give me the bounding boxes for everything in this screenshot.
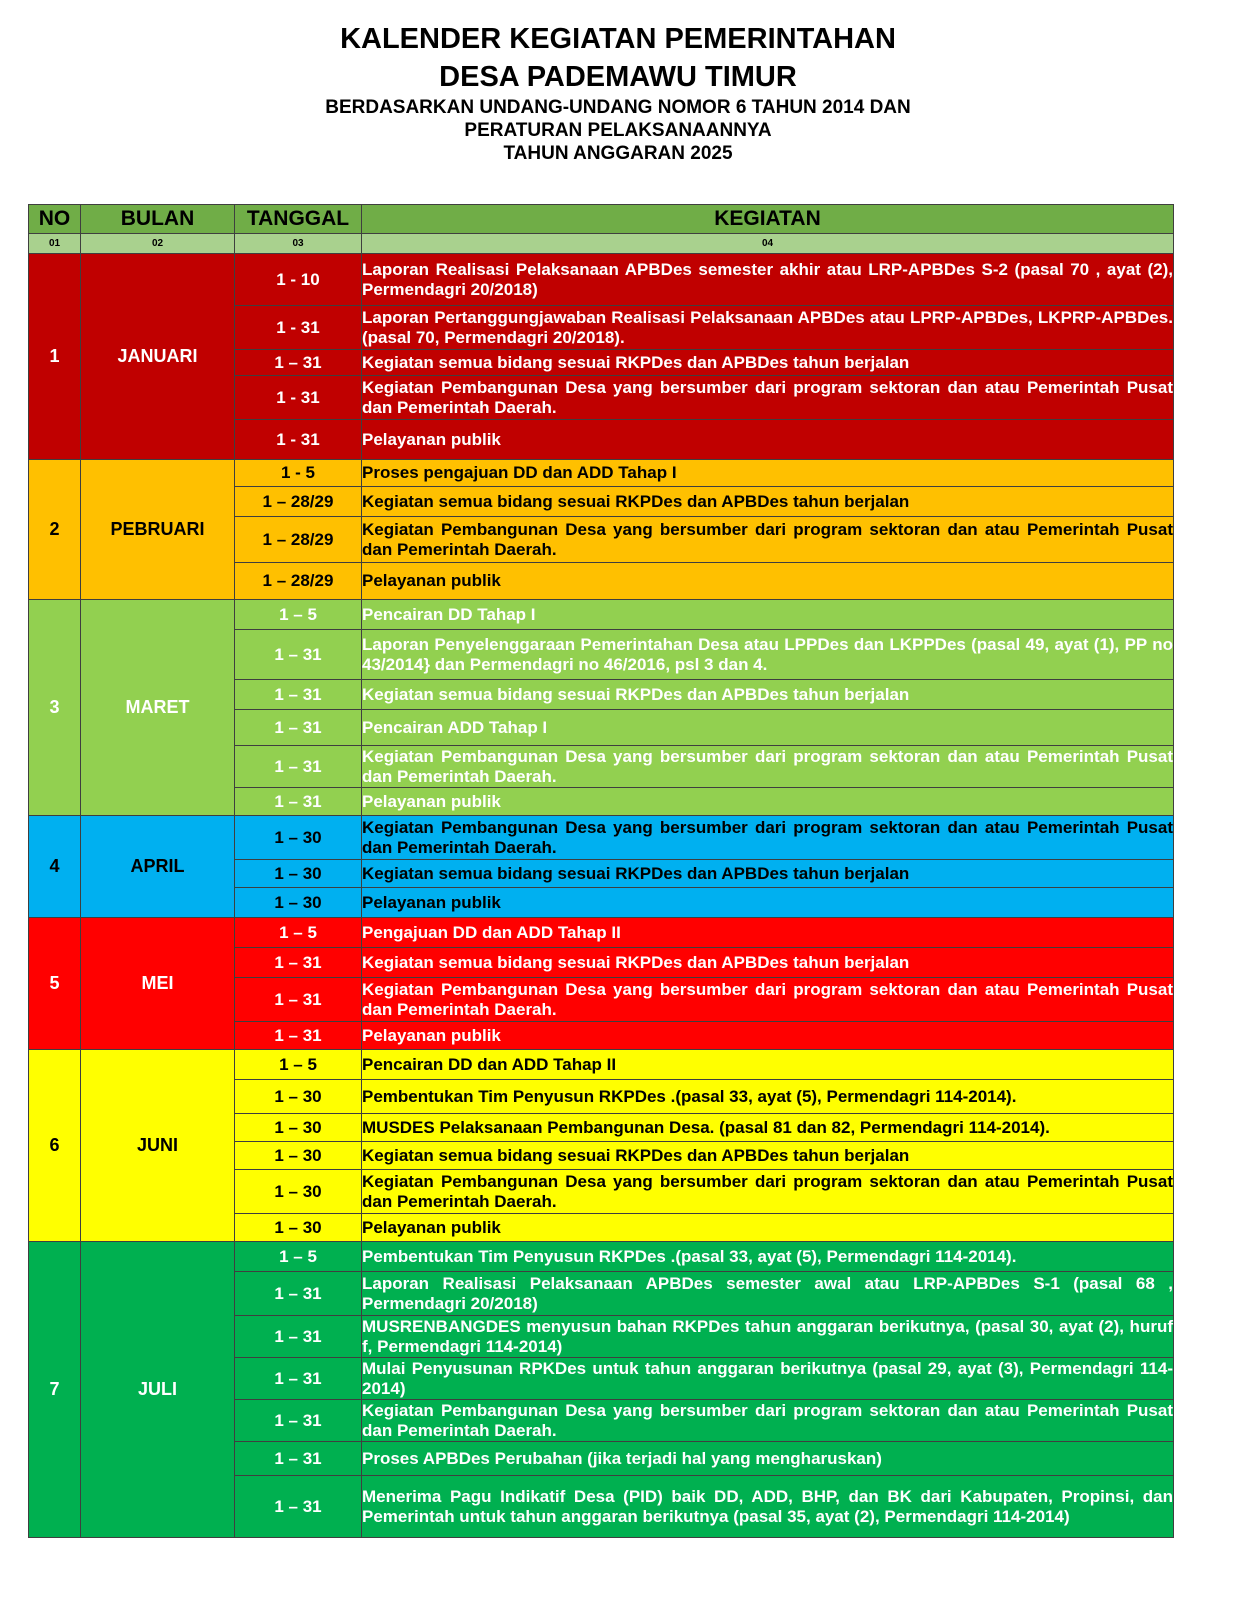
date-range: 1 – 5 (235, 1050, 362, 1080)
activity-text: MUSDES Pelaksanaan Pembangunan Desa. (pasal 81 dan 82, Permendagri 114-2014). (362, 1114, 1174, 1142)
document-header (0, 20, 1236, 165)
activity-text: Kegiatan Pembangunan Desa yang bersumber dari program sektoran dan atau Pemerintah Pusat dan Pemerintah Daerah. (362, 376, 1174, 420)
date-range: 1 – 31 (235, 978, 362, 1022)
activity-text: Menerima Pagu Indikatif Desa (PID) baik DD, ADD, BHP, dan BK dari Kabupaten, Propinsi, dan Pemerintah untuk tahun anggaran berikutnya (pasal 35, ayat (2), Permendagri 114-2014) (362, 1476, 1174, 1538)
date-range: 1 – 31 (235, 350, 362, 376)
month-name: MEI (81, 918, 235, 1050)
activity-text: Kegiatan Pembangunan Desa yang bersumber dari program sektoran dan atau Pemerintah Pusat dan Pemerintah Daerah. (362, 978, 1174, 1022)
table-row (29, 460, 1174, 487)
activity-text: Pelayanan publik (362, 888, 1174, 918)
activity-text: Kegiatan semua bidang sesuai RKPDes dan APBDes tahun berjalan (362, 680, 1174, 710)
activity-text: Kegiatan semua bidang sesuai RKPDes dan APBDes tahun berjalan (362, 487, 1174, 517)
date-range: 1 - 10 (235, 254, 362, 306)
table-header-row (29, 205, 1174, 234)
date-range: 1 – 31 (235, 1272, 362, 1316)
date-range: 1 – 31 (235, 1476, 362, 1538)
date-range: 1 – 31 (235, 746, 362, 788)
date-range: 1 – 30 (235, 860, 362, 888)
column-code-tanggal: 03 (235, 234, 362, 254)
date-range: 1 – 30 (235, 1214, 362, 1242)
month-number: 6 (29, 1050, 81, 1242)
month-name: JULI (81, 1242, 235, 1538)
month-number: 7 (29, 1242, 81, 1538)
month-number: 5 (29, 918, 81, 1050)
activity-text: Kegiatan semua bidang sesuai RKPDes dan APBDes tahun berjalan (362, 860, 1174, 888)
activity-text: Pencairan DD dan ADD Tahap II (362, 1050, 1174, 1080)
table-row (29, 1242, 1174, 1272)
table-row (29, 1050, 1174, 1080)
activity-text: Laporan Pertanggungjawaban Realisasi Pelaksanaan APBDes atau LPRP-APBDes, LKPRP-APBDes.(pasal 70, Permendagri 20/2018). (362, 306, 1174, 350)
date-range: 1 – 30 (235, 1080, 362, 1114)
date-range: 1 - 31 (235, 420, 362, 460)
table-row (29, 254, 1174, 306)
activity-text: Proses pengajuan DD dan ADD Tahap I (362, 460, 1174, 487)
date-range: 1 – 31 (235, 1400, 362, 1442)
activity-text: Laporan Realisasi Pelaksanaan APBDes semester awal atau LRP-APBDes S-1 (pasal 68 , Permendagri 20/2018) (362, 1272, 1174, 1316)
activity-text: Kegiatan Pembangunan Desa yang bersumber dari program sektoran dan atau Pemerintah Pusat dan Pemerintah Daerah. (362, 746, 1173, 786)
activity-text: Laporan Realisasi Pelaksanaan APBDes semester akhir atau LRP-APBDes S-2 (pasal 70 , ayat (2), Permendagri 20/2018) (362, 254, 1174, 306)
date-range: 1 – 30 (235, 816, 362, 860)
month-name: APRIL (81, 816, 235, 918)
column-header-tanggal: TANGGAL (235, 205, 362, 234)
activity-text: Laporan Penyelenggaraan Pemerintahan Desa atau LPPDes dan LKPPDes (pasal 49, ayat (1), PP no 43/2014} dan Permendagri no 46/2016, psl 3 dan 4. (362, 630, 1174, 680)
date-range: 1 – 5 (235, 1242, 362, 1272)
activity-text: Kegiatan semua bidang sesuai RKPDes dan APBDes tahun berjalan (362, 350, 1174, 376)
table-row (29, 600, 1174, 630)
activity-text: Proses APBDes Perubahan (jika terjadi hal yang mengharuskan) (362, 1442, 1174, 1476)
column-number-row (29, 234, 1174, 254)
date-range: 1 – 30 (235, 1114, 362, 1142)
month-name: JUNI (81, 1050, 235, 1242)
column-code-kegiatan: 04 (362, 234, 1174, 254)
month-name: MARET (81, 600, 235, 816)
date-range: 1 – 31 (235, 680, 362, 710)
activity-text: Pembentukan Tim Penyusun RKPDes .(pasal 33, ayat (5), Permendagri 114-2014). (362, 1242, 1174, 1272)
column-header-bulan: BULAN (81, 205, 235, 234)
date-range: 1 – 31 (235, 948, 362, 978)
month-name: PEBRUARI (81, 460, 235, 600)
title-line-2: DESA PADEMAWU TIMUR (439, 61, 797, 93)
column-code-no: 01 (29, 234, 81, 254)
activity-text: MUSRENBANGDES menyusun bahan RKPDes tahun anggaran berikutnya, (pasal 30, ayat (2), huruf f, Permendagri 114-2014) (362, 1316, 1173, 1356)
date-range: 1 – 30 (235, 1170, 362, 1214)
activity-text: Pelayanan publik (362, 420, 1174, 460)
date-range: 1 - 5 (235, 460, 362, 487)
date-range: 1 – 30 (235, 888, 362, 918)
date-range: 1 – 31 (235, 1022, 362, 1050)
date-range: 1 – 31 (235, 1316, 362, 1358)
subtitle-line-2: PERATURAN PELAKSANAANNYA (464, 120, 772, 141)
date-range: 1 – 5 (235, 918, 362, 948)
date-range: 1 – 31 (235, 1358, 362, 1400)
activity-text: Pelayanan publik (362, 563, 1174, 600)
activity-text: Kegiatan semua bidang sesuai RKPDes dan APBDes tahun berjalan (362, 948, 1174, 978)
activity-text: Pelayanan publik (362, 1022, 1174, 1050)
activity-text: Pelayanan publik (362, 1214, 1174, 1242)
activity-text: Pencairan DD Tahap I (362, 600, 1174, 630)
activity-text: Kegiatan Pembangunan Desa yang bersumber dari program sektoran dan atau Pemerintah Pusat dan Pemerintah Daerah. (362, 1170, 1174, 1214)
date-range: 1 – 31 (235, 630, 362, 680)
date-range: 1 – 28/29 (235, 517, 362, 563)
subtitle-line-1: BERDASARKAN UNDANG-UNDANG NOMOR 6 TAHUN 2014 DAN (325, 97, 911, 118)
calendar-table (28, 204, 1174, 1538)
activity-text: Mulai Penyusunan RPKDes untuk tahun anggaran berikutnya (pasal 29, ayat (3), Permendagri 114-2014) (362, 1358, 1173, 1398)
activity-text: Pengajuan DD dan ADD Tahap II (362, 918, 1174, 948)
date-range: 1 – 31 (235, 710, 362, 746)
date-range: 1 – 30 (235, 1142, 362, 1170)
date-range: 1 – 28/29 (235, 487, 362, 517)
subtitle-line-3: TAHUN ANGGARAN 2025 (503, 143, 733, 164)
title-line-1: KALENDER KEGIATAN PEMERINTAHAN (340, 23, 896, 55)
activity-text: Kegiatan Pembangunan Desa yang bersumber dari program sektoran dan atau Pemerintah Pusat dan Pemerintah Daerah. (362, 816, 1174, 860)
date-range: 1 – 5 (235, 600, 362, 630)
month-number: 3 (29, 600, 81, 816)
date-range: 1 – 28/29 (235, 563, 362, 600)
date-range: 1 - 31 (235, 376, 362, 420)
month-name: JANUARI (81, 254, 235, 460)
activity-text: Pembentukan Tim Penyusun RKPDes .(pasal 33, ayat (5), Permendagri 114-2014). (362, 1080, 1174, 1114)
activity-text: Kegiatan semua bidang sesuai RKPDes dan APBDes tahun berjalan (362, 1142, 1174, 1170)
column-code-bulan: 02 (81, 234, 235, 254)
month-number: 4 (29, 816, 81, 918)
table-row (29, 816, 1174, 860)
month-number: 1 (29, 254, 81, 460)
activity-text: Kegiatan Pembangunan Desa yang bersumber dari program sektoran dan atau Pemerintah Pusat dan Pemerintah Daerah. (362, 1400, 1173, 1440)
activity-text: Pelayanan publik (362, 788, 1174, 816)
table-row (29, 918, 1174, 948)
activity-text: Pencairan ADD Tahap I (362, 710, 1174, 746)
activity-text: Kegiatan Pembangunan Desa yang bersumber dari program sektoran dan atau Pemerintah Pusat dan Pemerintah Daerah. (362, 517, 1174, 563)
column-header-no: NO (29, 205, 81, 234)
date-range: 1 - 31 (235, 306, 362, 350)
date-range: 1 – 31 (235, 788, 362, 816)
month-number: 2 (29, 460, 81, 600)
date-range: 1 – 31 (235, 1442, 362, 1476)
column-header-kegiatan: KEGIATAN (362, 205, 1174, 234)
